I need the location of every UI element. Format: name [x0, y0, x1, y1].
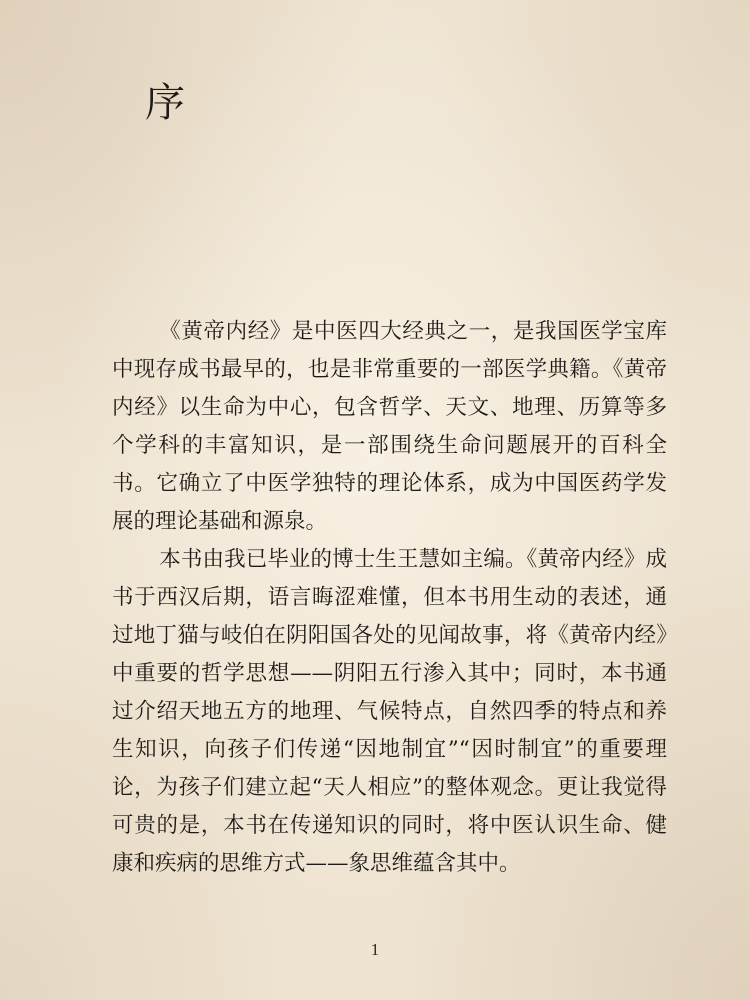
paragraph-1: 《黄帝内经》是中医四大经典之一，是我国医学宝库中现存成书最早的，也是非常重要的一部医学典籍。《黄帝内经》以生命为中心，包含哲学、天文、地理、历算等多个学科的丰富知识，是一部围绕生命问题展开的百科全书。它确立了中医学独特的理论体系，成为中国医药学发展的理论基础和源泉。	[112, 319, 667, 534]
paragraph-2: 本书由我已毕业的博士生王慧如主编。《黄帝内经》成书于西汉后期，语言晦涩难懂，但本书用生动的表述，通过地丁猫与岐伯在阴阳国各处的见闻故事，将《黄帝内经》中重要的哲学思想——阴阳五行渗入其中；同时，本书通过介绍天地五方的地理、气候特点，自然四季的特点和养生知识，向孩子们传递“因地制宜”“因时制宜”的重要理论，为孩子们建立起“天人相应”的整体观念。更让我觉得可贵的是，本书在传递知识的同时，将中医认识生命、健康和疾病的思维方式——象思维蕴含其中。	[112, 547, 667, 876]
page-number: 1	[370, 940, 380, 959]
page-title: 序	[145, 80, 185, 126]
preface-body	[112, 313, 667, 883]
